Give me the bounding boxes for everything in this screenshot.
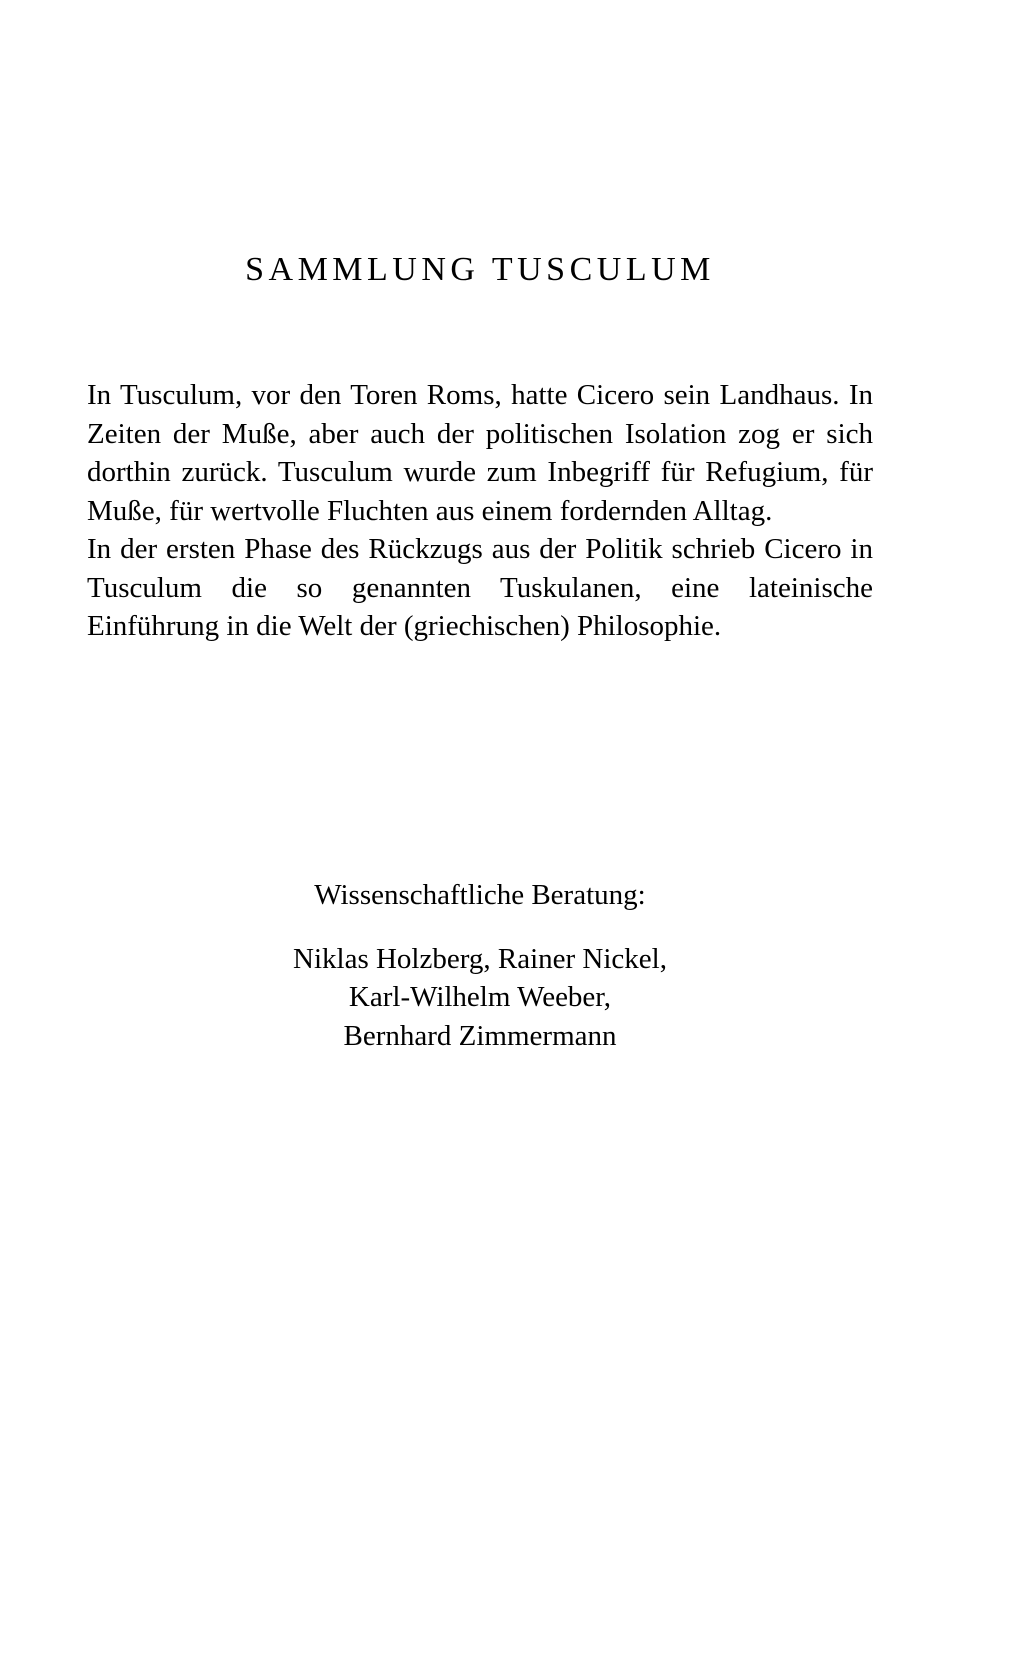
advisor-list xyxy=(0,940,960,1056)
series-description xyxy=(87,376,873,646)
intro-paragraph: In Tusculum, vor den Toren Roms, hatte Cicero sein Landhaus. In Zeiten der Muße, aber auch der politischen Isolation zog er sich dorthin zurück. Tusculum wurde zum Inbegriff für Refugium, für Muße, für wertvolle Fluchten aus einem fordernden Alltag. xyxy=(87,379,873,527)
advisor-line: Karl-Wilhelm Weeber, xyxy=(348,981,612,1013)
advisor-line: Bernhard Zimmermann xyxy=(343,1019,617,1052)
intro-paragraph: In der ersten Phase des Rückzugs aus der Politik schrieb Cicero in Tusculum die so genannten Tuskulanen, eine lateinische Einführung in die Welt der (griechischen) Philosophie. xyxy=(87,533,873,642)
advisory-board xyxy=(0,876,960,1055)
series-title: SAMMLUNG TUSCULUM xyxy=(245,251,715,288)
advisor-line: Niklas Holzberg, Rainer Nickel, xyxy=(293,942,667,975)
advisory-heading: Wissenschaftliche Beratung: xyxy=(314,879,646,911)
